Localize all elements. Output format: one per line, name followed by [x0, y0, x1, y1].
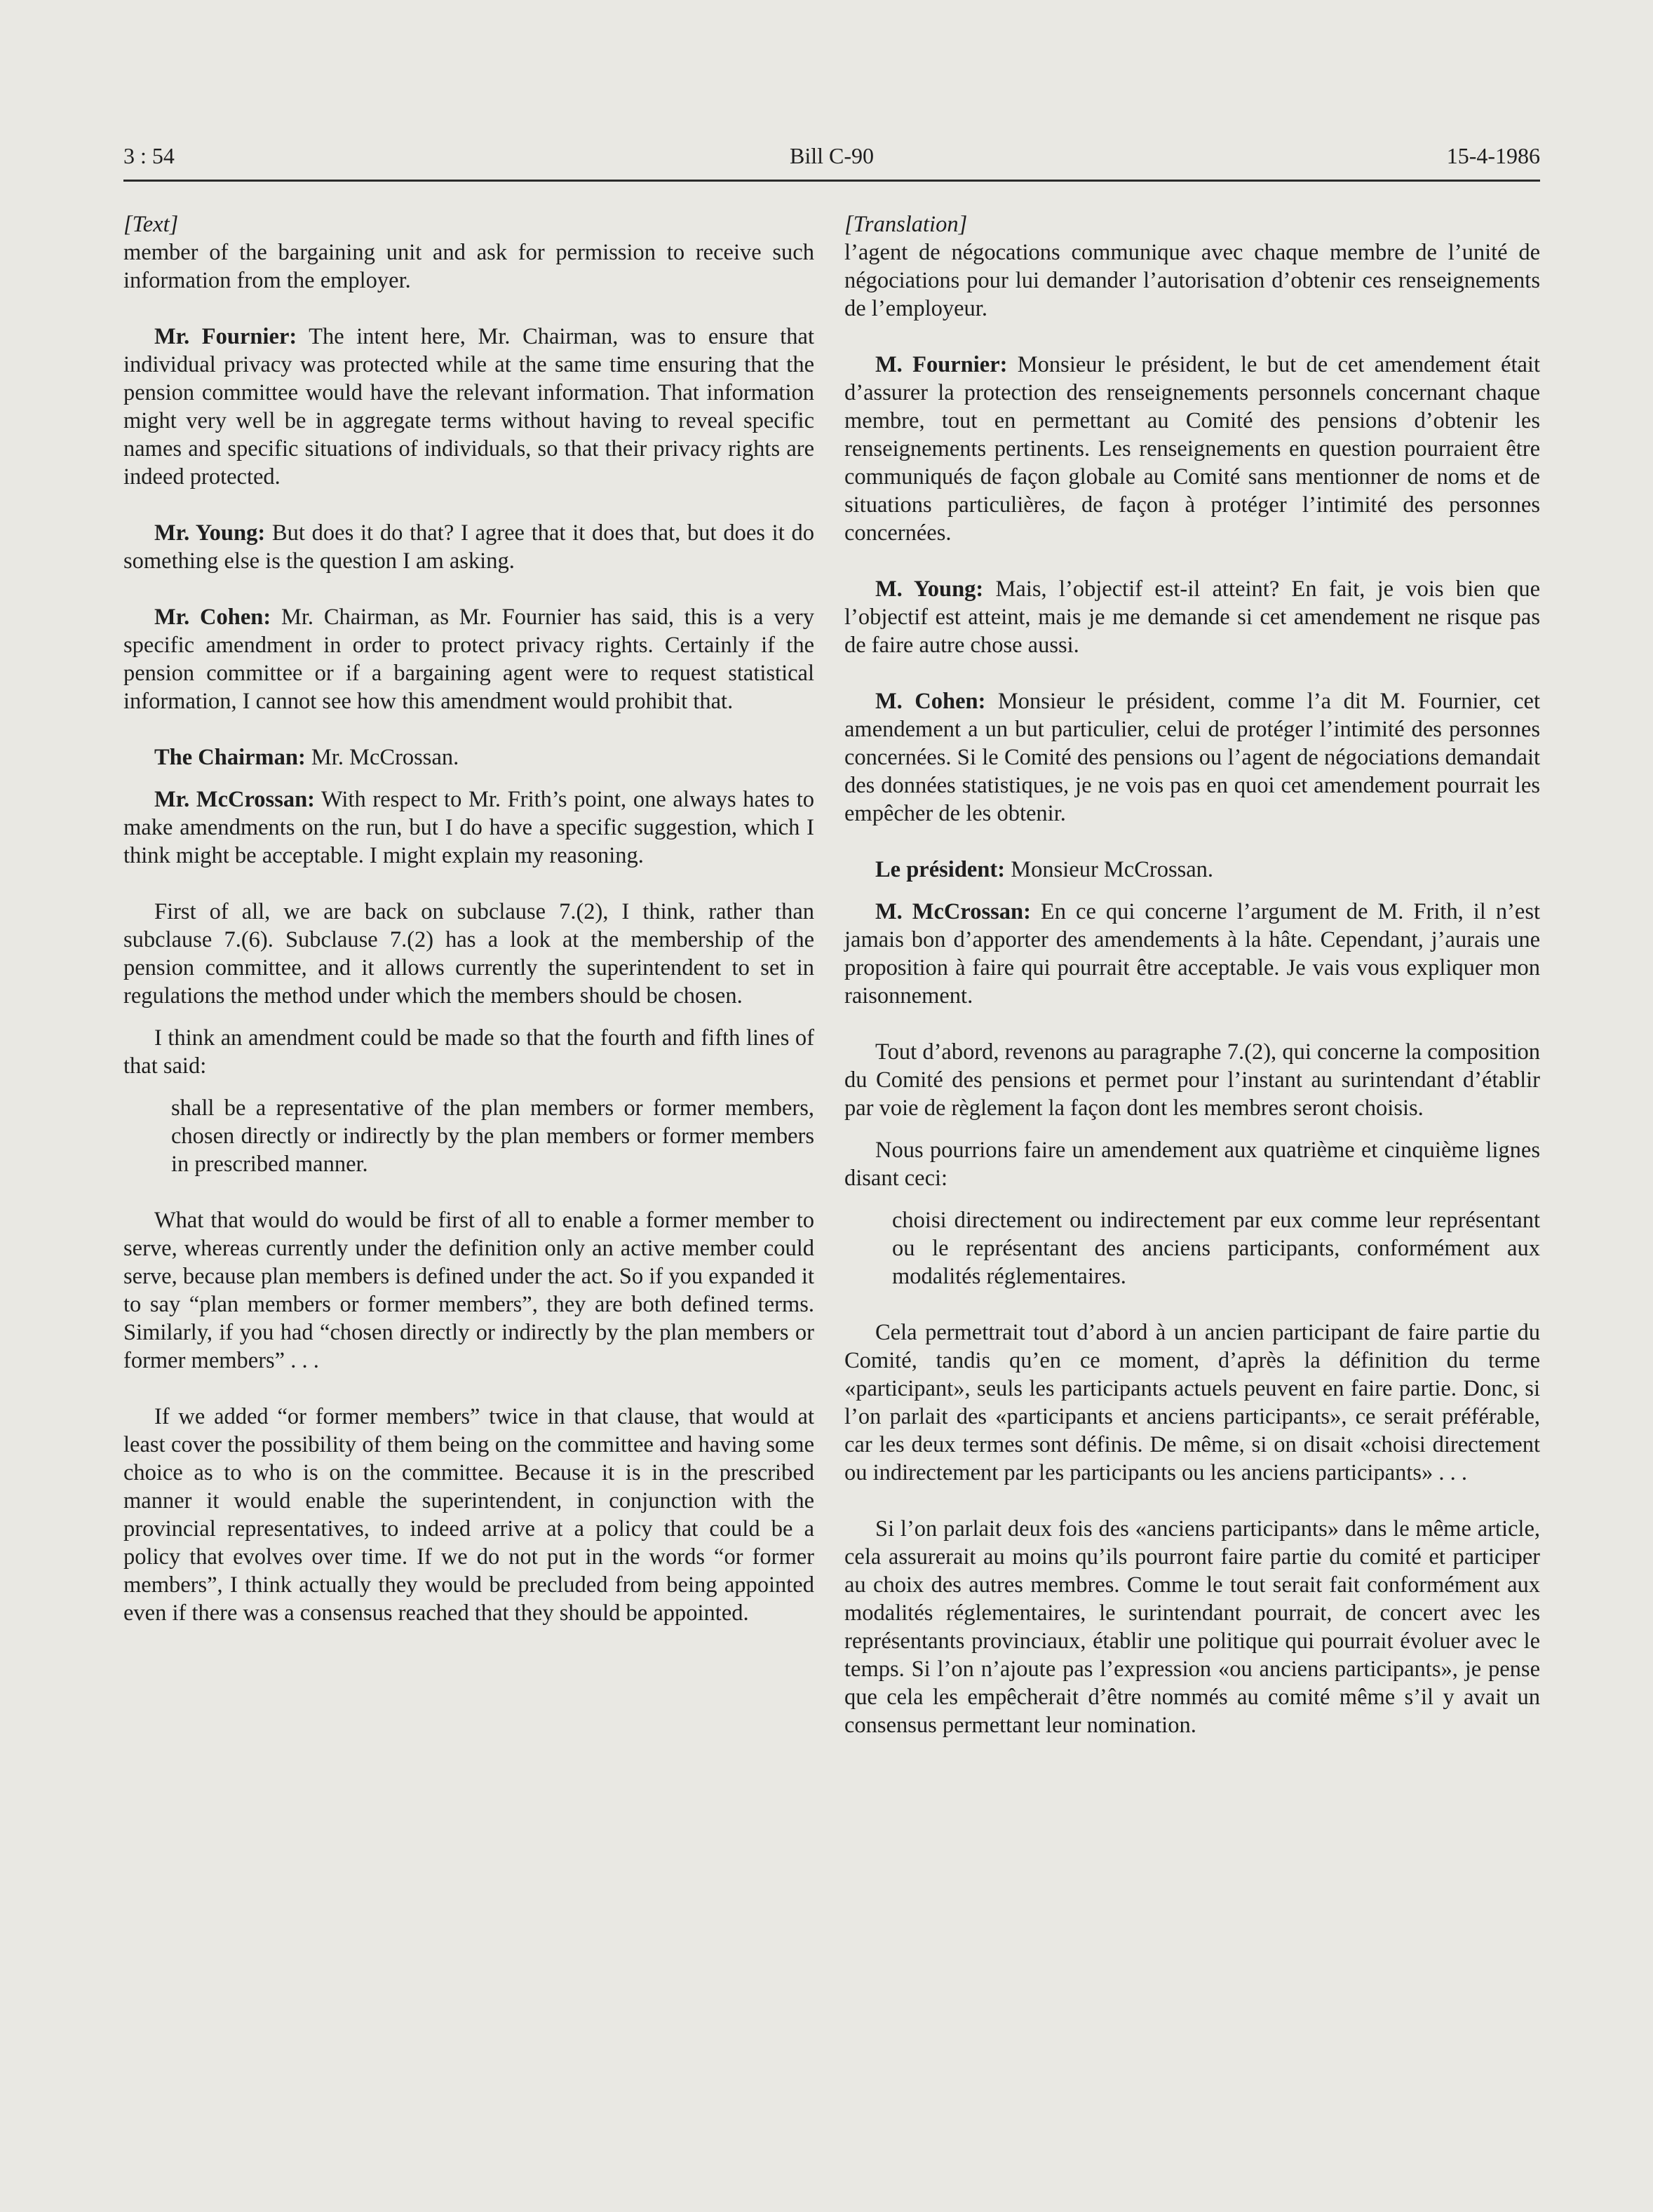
speech-cohen — [123, 603, 814, 715]
speaker-name: M. Young: — [875, 576, 984, 602]
speech-mccrossan — [123, 785, 814, 870]
speaker-name: M. McCrossan: — [875, 899, 1031, 924]
bill-title: Bill C-90 — [789, 143, 874, 168]
speaker-name: Le président: — [875, 857, 1006, 882]
paragraph: l’agent de négocations communique avec chaque membre de l’unité de négociations pour lui demander l’autorisation d’obtenir ces renseignements de l’employeur. — [844, 240, 1540, 321]
speech-chairman — [123, 743, 814, 771]
speech-fournier — [844, 351, 1540, 547]
header-rule — [123, 180, 1540, 182]
english-column — [123, 210, 814, 1655]
speaker-name: M. Cohen: — [875, 689, 986, 714]
paragraph: Nous pourrions faire un amendement aux quatrième et cinquième lignes disant ceci: — [844, 1138, 1540, 1191]
speech-text: The intent here, Mr. Chairman, was to ensure that individual privacy was protected while at the same time ensuring that the pension committee would have the relevant information. That information might very well be in aggregate terms without having to reveal specific names and specific situations of individuals, so that their privacy rights are indeed protected. — [123, 324, 814, 490]
quoted-amendment: choisi directement ou indirectement par eux comme leur représentant ou le représentant des anciens participants, conformément aux modalités réglementaires. — [892, 1208, 1540, 1289]
speaker-name: M. Fournier: — [875, 352, 1008, 377]
paragraph: member of the bargaining unit and ask for permission to receive such information from the employer. — [123, 240, 814, 293]
speech-cohen — [844, 687, 1540, 828]
speech-text: Monsieur le président, le but de cet amendement était d’assurer la protection des renseignements personnels concernant chaque membre, tout en permettant au Comité des pensions d’obtenir les renseignements pertinents. Les renseignements en question pourraient être communiqués de façon globale au Comité sans mentionner de noms et de situations particulières, de façon à protéger l’intimité des personnes concernées. — [844, 352, 1540, 546]
quoted-amendment: shall be a representative of the plan members or former members, chosen directly or indirectly by the plan members or former members in prescribed manner. — [171, 1095, 814, 1177]
header-date: 15-4-1986 — [1446, 143, 1540, 168]
speaker-name: Mr. Young: — [154, 520, 266, 546]
speaker-name: Mr. Fournier: — [154, 324, 297, 349]
speech-fournier — [123, 323, 814, 491]
language-label: [Translation] — [844, 212, 968, 237]
paragraph: Tout d’abord, revenons au paragraphe 7.(2), qui concerne la composition du Comité des pensions et permet pour l’instant au surintendant d’établir par voie de règlement la façon dont les membres seront choisis. — [844, 1039, 1540, 1121]
language-label: [Text] — [123, 212, 179, 237]
speech-young — [123, 519, 814, 575]
paragraph: What that would do would be first of all to enable a former member to serve, whereas currently under the definition only an active member could serve, because plan members is defined under the act. So if you expanded it to say “plan members or former members”, they are both defined terms. Similarly, if you had “chosen directly or indirectly by the plan members or former members” . . . — [123, 1208, 814, 1373]
speech-text: Monsieur le président, comme l’a dit M. Fournier, cet amendement a un but particulier, celui de protéger l’intimité des personnes concernées. Si le Comité des pensions ou l’agent de négociations demandait des données statistiques, je ne vois pas en quoi cet amendement pourrait les empêcher de les obtenir. — [844, 689, 1541, 826]
speaker-name: Mr. Cohen: — [154, 605, 271, 630]
paragraph: First of all, we are back on subclause 7.(2), I think, rather than subclause 7.(6). Subclause 7.(2) has a look at the membership of the pension committee, and it allows currently the superintendent to set in regulations the method under which the members should be chosen. — [123, 899, 814, 1009]
paragraph: Si l’on parlait deux fois des «anciens participants» dans le même article, cela assurerait au moins qu’ils pourront faire partie du comité et participer au choix des autres membres. Comme le tout serait fait conformément aux modalités réglementaires, le surintendant pourrait, de concert avec les représentants provinciaux, établir une politique qui pourrait évoluer avec le temps. Si l’on n’ajoute pas l’expression «ou anciens participants», je pense que cela les empêcherait d’être nommés au comité même s’il y avait un consensus permettant leur nomination. — [844, 1516, 1540, 1738]
speech-text: Mais, l’objectif est-il atteint? En fait, je vois bien que l’objectif est atteint, mais je me demande si cet amendement ne risque pas de faire autre chose aussi. — [844, 576, 1541, 658]
paragraph: If we added “or former members” twice in that clause, that would at least cover the possibility of them being on the committee and having some choice as to who is on the committee. Because it is in the prescribed manner it would enable the superintendent, in conjunction with the provincial representatives, to indeed arrive at a policy that could be a policy that evolves over time. If we do not put in the words “or former members”, I think actually they would be precluded from being appointed even if there was a consensus reached that they should be appointed. — [123, 1404, 814, 1626]
running-header — [123, 143, 1540, 175]
speech-chairman — [844, 856, 1540, 884]
speech-text: Mr. McCrossan. — [305, 745, 459, 770]
paragraph: Cela permettrait tout d’abord à un ancien participant de faire partie du Comité, tandis qu’en ce moment, d’après la définition du terme «participant», seuls les participants actuels peuvent en faire partie. Donc, si l’on parlait des «participants et anciens participants», ce serait préférable, car les deux termes sont définis. De même, si on disait «choisi directement ou indirectement par les participants ou les anciens participants» . . . — [844, 1320, 1540, 1485]
speaker-name: Mr. McCrossan: — [154, 787, 315, 812]
speech-text: But does it do that? I agree that it does that, but does it do something else is the question I am asking. — [123, 520, 814, 574]
speech-text: Monsieur McCrossan. — [1005, 857, 1214, 882]
speech-text: With respect to Mr. Frith’s point, one always hates to make amendments on the run, but I do have a specific suggestion, which I think might be acceptable. I might explain my reasoning. — [123, 787, 814, 868]
page-number: 3 : 54 — [123, 143, 175, 168]
french-column — [844, 210, 1540, 1767]
speech-text: En ce qui concerne l’argument de M. Frith, il n’est jamais bon d’apporter des amendements à la hâte. Cependant, j’aurais une proposition à faire qui pourrait être acceptable. Je vais vous expliquer mon raisonnement. — [844, 899, 1541, 1009]
paragraph: I think an amendment could be made so that the fourth and fifth lines of that said: — [123, 1025, 814, 1079]
speech-text: Mr. Chairman, as Mr. Fournier has said, this is a very specific amendment in order to protect privacy rights. Certainly if the pension committee or if a bargaining agent were to request statistical information, I cannot see how this amendment would prohibit that. — [123, 605, 814, 714]
speaker-name: The Chairman: — [154, 745, 306, 770]
speech-young — [844, 575, 1540, 659]
speech-mccrossan — [844, 898, 1540, 1010]
